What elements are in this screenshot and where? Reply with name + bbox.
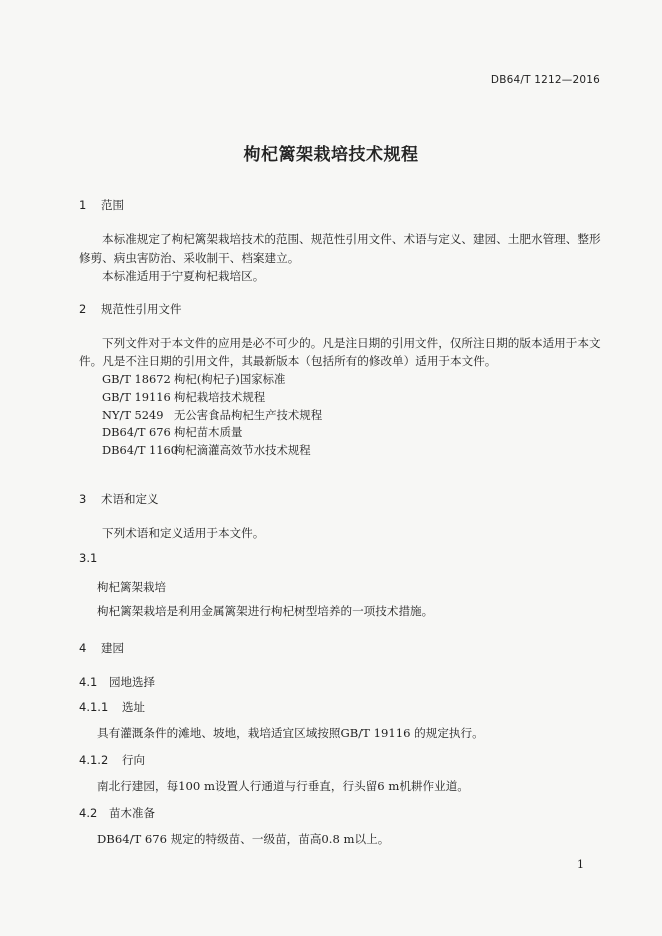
reference-name: 枸杞(枸杞子)国家标准 [174, 372, 286, 386]
section-4-heading [79, 640, 124, 656]
clause-4-2-heading [79, 805, 155, 821]
section-title: 建园 [101, 641, 124, 655]
section-title: 范围 [101, 198, 124, 212]
clause-4-1-1-heading [79, 699, 145, 715]
reference-item [102, 424, 242, 440]
section-number: 4 [79, 641, 87, 655]
reference-item [102, 407, 322, 423]
paragraph: 本标准规定了枸杞篱架栽培技术的范围、规范性引用文件、术语与定义、建园、土肥水管理、整形 [102, 232, 601, 246]
clause-3-1-heading [79, 551, 97, 565]
paragraph-continued: 修剪、病虫害防治、采收制干、档案建立。 [79, 251, 300, 265]
section-2-heading [79, 301, 182, 317]
clause-title: 行向 [122, 753, 145, 767]
paragraph: 下列文件对于本文件的应用是必不可少的。凡是注日期的引用文件，仅所注日期的版本适用于本文 [102, 336, 601, 350]
section-number: 2 [79, 302, 87, 316]
clause-number: 3.1 [79, 551, 98, 565]
paragraph: 本标准适用于宁夏枸杞栽培区。 [102, 269, 265, 283]
reference-name: 无公害食品枸杞生产技术规程 [174, 408, 323, 422]
clause-number: 4.1 [79, 675, 98, 689]
clause-number: 4.2 [79, 806, 98, 820]
paragraph-continued: 件。凡是不注日期的引用文件，其最新版本（包括所有的修改单）适用于本文件。 [79, 354, 497, 368]
reference-name: 枸杞栽培技术规程 [174, 390, 266, 404]
paragraph: 具有灌溉条件的滩地、坡地，栽培适宜区域按照GB/T 19116 的规定执行。 [97, 726, 484, 740]
reference-code: DB64/T 1160 [102, 443, 179, 457]
reference-name: 枸杞滴灌高效节水技术规程 [174, 443, 311, 457]
reference-name: 枸杞苗木质量 [174, 425, 243, 439]
section-number: 1 [79, 198, 87, 212]
reference-code: DB64/T 676 [102, 425, 171, 439]
clause-title: 苗木准备 [109, 806, 155, 820]
paragraph: 南北行建园，每100 m设置人行通道与行垂直，行头留6 m机耕作业道。 [97, 779, 469, 793]
reference-code: GB/T 19116 [102, 390, 171, 404]
clause-4-1-2-heading [79, 752, 145, 768]
document-title: 枸杞篱架栽培技术规程 [243, 145, 419, 165]
paragraph: DB64/T 676 规定的特级苗、一级苗，苗高0.8 m以上。 [97, 832, 390, 846]
section-1-heading [79, 197, 124, 213]
page-number: 1 [577, 858, 584, 871]
section-title: 规范性引用文件 [101, 302, 182, 316]
term-definition: 枸杞篱架栽培是利用金属篱架进行枸杞树型培养的一项技术措施。 [97, 604, 434, 618]
section-number: 3 [79, 492, 87, 506]
reference-item [102, 442, 311, 458]
standard-code: DB64/T 1212—2016 [490, 74, 600, 86]
term-name: 枸杞篱架栽培 [97, 580, 166, 594]
paragraph: 下列术语和定义适用于本文件。 [102, 526, 265, 540]
section-title: 术语和定义 [101, 492, 159, 506]
reference-item [102, 371, 285, 387]
clause-number: 4.1.2 [79, 753, 109, 767]
reference-code: GB/T 18672 [102, 372, 171, 386]
reference-item [102, 389, 265, 405]
section-3-heading [79, 491, 159, 507]
clause-title: 园地选择 [109, 675, 155, 689]
reference-code: NY/T 5249 [102, 408, 164, 422]
clause-number: 4.1.1 [79, 700, 109, 714]
clause-title: 选址 [122, 700, 145, 714]
clause-4-1-heading [79, 674, 155, 690]
